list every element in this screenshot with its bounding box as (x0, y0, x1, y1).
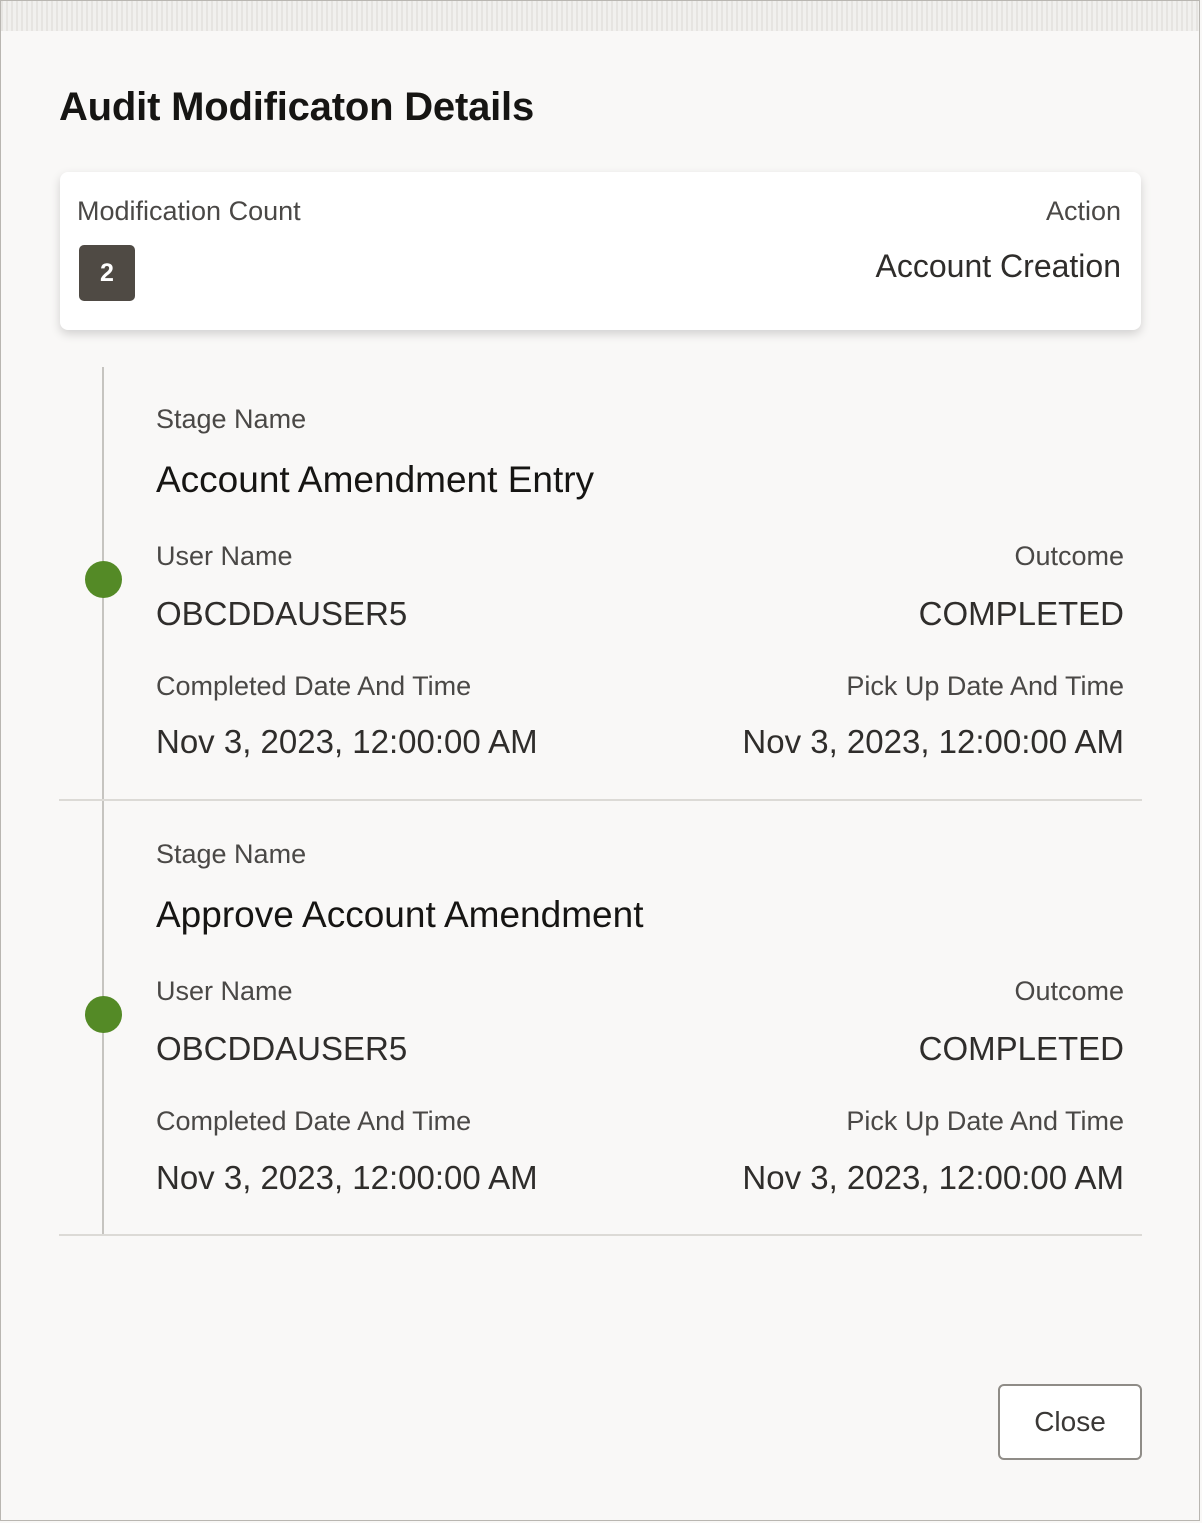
outcome-value: COMPLETED (918, 595, 1124, 632)
stage-name-value: Approve Account Amendment (156, 894, 644, 935)
dialog-top-strip (1, 1, 1199, 31)
summary-card (60, 172, 1141, 330)
completed-date-value: Nov 3, 2023, 12:00:00 AM (156, 1159, 538, 1196)
action-value: Account Creation (875, 248, 1121, 284)
pickup-date-label: Pick Up Date And Time (846, 1106, 1124, 1136)
stage-name-value: Account Amendment Entry (156, 459, 595, 500)
stage-divider (59, 799, 1142, 801)
stage-name-label: Stage Name (156, 404, 307, 434)
stage-status-dot (85, 561, 122, 598)
outcome-value: COMPLETED (918, 1030, 1124, 1067)
outcome-label: Outcome (1014, 976, 1124, 1006)
stage-name-label: Stage Name (156, 839, 307, 869)
completed-date-label: Completed Date And Time (156, 671, 472, 701)
user-name-value: OBCDDAUSER5 (156, 1030, 408, 1067)
pickup-date-value: Nov 3, 2023, 12:00:00 AM (742, 1159, 1124, 1196)
timeline-stage (59, 802, 1142, 1236)
user-name-value: OBCDDAUSER5 (156, 595, 408, 632)
pickup-date-label: Pick Up Date And Time (846, 671, 1124, 701)
stage-divider (59, 1234, 1142, 1236)
outcome-label: Outcome (1014, 541, 1124, 571)
action-label: Action (1045, 196, 1121, 226)
user-name-label: User Name (156, 976, 293, 1006)
pickup-date-value: Nov 3, 2023, 12:00:00 AM (742, 723, 1124, 760)
timeline-stage (59, 367, 1142, 801)
modification-count-badge: 2 (79, 245, 135, 301)
close-button[interactable]: Close (998, 1384, 1142, 1460)
completed-date-value: Nov 3, 2023, 12:00:00 AM (156, 723, 538, 760)
modification-count-label: Modification Count (77, 196, 301, 226)
user-name-label: User Name (156, 541, 293, 571)
stage-status-dot (85, 996, 122, 1033)
completed-date-label: Completed Date And Time (156, 1106, 472, 1136)
dialog-title: Audit Modificaton Details (59, 85, 535, 129)
